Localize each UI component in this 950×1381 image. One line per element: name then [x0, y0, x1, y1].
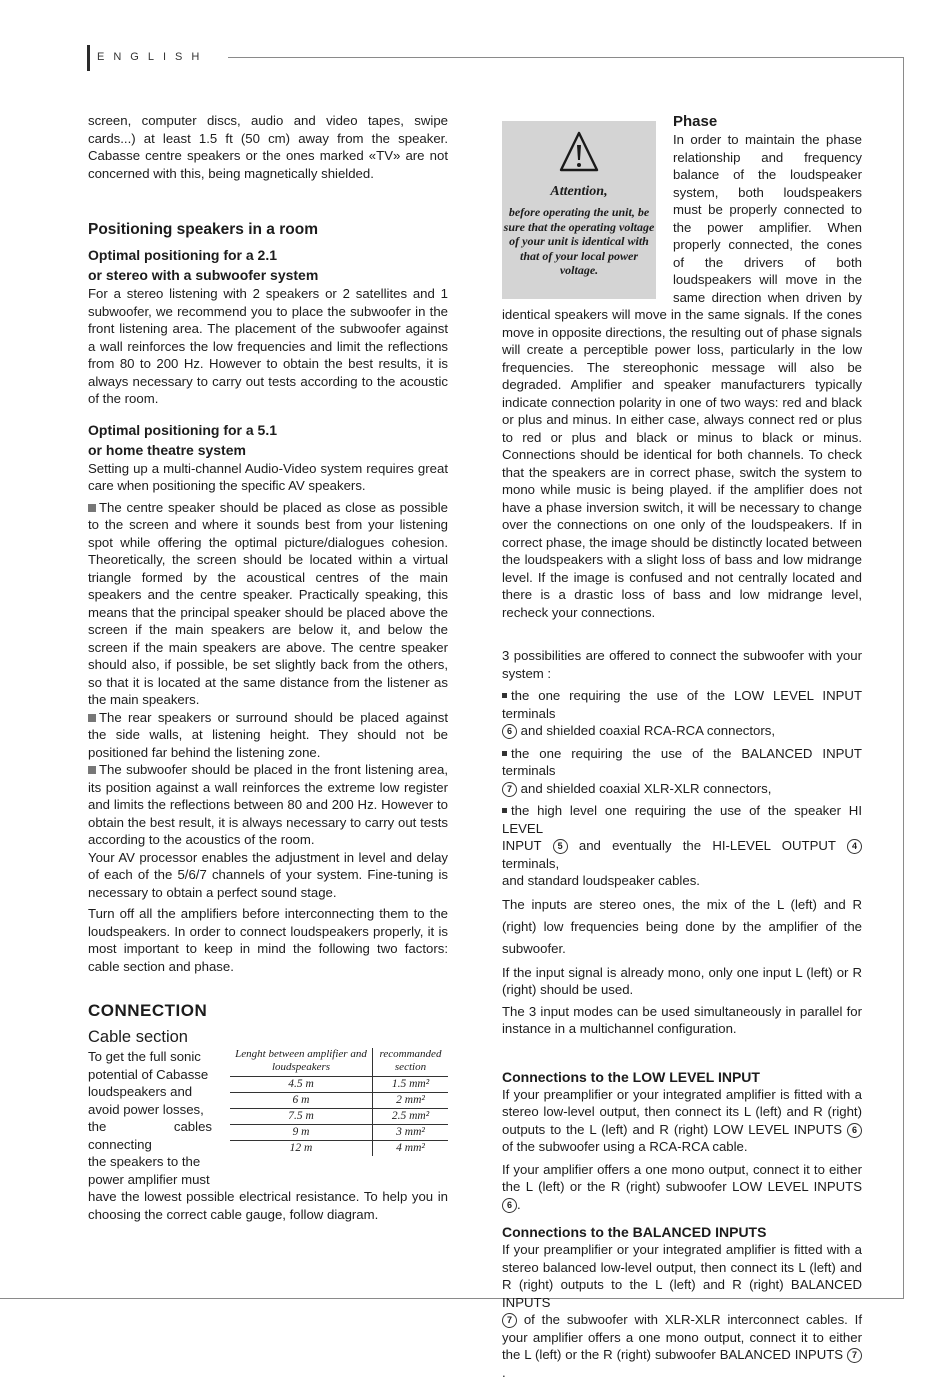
bullet-subwoofer	[88, 761, 448, 849]
phase-title: Phase	[673, 113, 718, 130]
stereo-inputs-paragraph: The inputs are stereo ones, the mix of the L (left) and R (right) low frequencies being done by the amplifier of the subwoofer.	[502, 896, 862, 956]
cable-line: the cables connecting	[88, 1119, 212, 1152]
warning-triangle-icon	[558, 130, 600, 174]
right-column	[502, 112, 862, 1381]
bullet-square-icon	[88, 504, 96, 512]
bullet-rear	[88, 709, 448, 762]
low-level-title: Connections to the LOW LEVEL INPUT	[502, 1068, 760, 1085]
bullet-rear-text: The rear speakers or surround should be placed against the side walls, at listening height. They should not be positioned far behind the listening zone.	[88, 709, 448, 760]
cable-line: To get the full sonic	[88, 1049, 201, 1064]
sub51-title-line2: or home theatre system	[88, 441, 246, 458]
terminal-marker-6-icon: 6	[847, 1123, 862, 1138]
balanced-paragraph: If your preamplifier or your integrated amplifier is fitted with a stereo balanced low-level output, then connect its L (left) and R (right) outputs to the L (left) and R (right) BALANCED INPUTS 7 of the subwoofer with XLR-XLR interconnect cables. If your amplifier offers a one mono output, connect it to either the L (left) or the R (right) subwoofer BALANCED INPUTS 7.	[502, 1242, 862, 1380]
table-cell-length: 7.5 m	[230, 1109, 373, 1125]
bullet-square-icon	[88, 766, 96, 774]
table-cell-section: 3 mm²	[373, 1125, 449, 1141]
balanced-text: If your preamplifier or your integrated amplifier is fitted with a stereo balanced low-level output, then connect its L (left) and R (right) outputs to the L (left) and R (right) BALANCED INPUTS	[502, 1242, 862, 1310]
cable-line: loudspeakers and	[88, 1084, 193, 1099]
table-cell-length: 9 m	[230, 1125, 373, 1141]
intro-paragraph: screen, computer discs, audio and video tapes, swipe cards...) at least 1.5 ft (50 cm) away from the speaker. Cabasse centre speakers or the ones marked «TV» are not concerned with this, being magnetically shielded.	[88, 113, 448, 181]
balanced-text-end: of the subwoofer with XLR-XLR interconnect cables. If your amplifier offers a one mono output, connect it to either the L (left) or the R (right) subwoofer BALANCED INPUTS	[502, 1312, 862, 1362]
terminal-marker-7-icon: 7	[502, 1313, 517, 1328]
option-balanced	[502, 745, 862, 798]
sub21-paragraph: For a stereo listening with 2 speakers or 2 satellites and 1 subwoofer, we recommend you to place the subwoofer in the front listening area. The placement of the subwoofer against a wall reinforces the low frequencies and limit the reflections from 80 to 200 Hz. However to obtain the best results, it is always necessary to carry out tests according to the acoustic of the room.	[88, 286, 448, 406]
attention-text: before operating the unit, be sure that the operating voltage of your unit is identical with that of your local power voltage.	[503, 205, 655, 277]
cable-line: avoid power losses,	[88, 1101, 204, 1117]
phase-paragraph: In order to maintain the phase relationship and frequency balance of the loudspeaker system, both loudspeakers must be properly connected to the power amplifier. When properly connected, the cones of the drivers of both loudspeakers will move in the same direction when driven by identical speakers will move in the same signals. If the cones move in opposite directions, the resulting out of phase signals will create a perceptible power loss, particularly in the low frequencies. The stereophonic message will also be degraded. Amplifier and speaker manufacturers typically indicate connection polarity in one of two ways: red and black or plus and minus. In either case, always connect red or plus to red or plus and black or minus to black or minus. Connections should be identical for both channels. To check that the speakers are in correct phase, switch the system to mono while music is being played. if the amplifier does not have a phase inversion switch, it will be necessary to change over the connections on one only of the loudspeakers. If in correct phase, the image should be distinctly located between the loudspeakers with a slight loss of bass and low midrange level. If the image is confused and not centrally located and there is a drastic loss of bass and low midrange level, recheck your connections.	[502, 132, 862, 620]
header-bar	[87, 45, 90, 71]
table-cell-section: 2 mm²	[373, 1093, 449, 1109]
cable-gauge-table	[230, 1048, 448, 1156]
option-hi-level	[502, 802, 862, 890]
option-hi-cables: and standard loudspeaker cables.	[502, 873, 700, 888]
mono-input-paragraph: If the input signal is already mono, only one input L (left) or R (right) should be used.	[502, 964, 862, 997]
header-rule	[228, 57, 904, 58]
modes-paragraph: The 3 input modes can be used simultaneously in parallel for instance in a multichannel configuration.	[502, 1003, 862, 1036]
sub51-paragraph: Setting up a multi-channel Audio-Video system requires great care when positioning the specific AV speakers.	[88, 460, 448, 493]
table-row	[230, 1077, 448, 1093]
option-low-level	[502, 687, 862, 740]
cable-section-title: Cable section	[88, 1028, 188, 1046]
table-cell-section: 1.5 mm²	[373, 1077, 449, 1093]
option-hi-input: INPUT	[502, 838, 542, 853]
cable-section-block	[88, 1048, 448, 1188]
terminal-marker-4-icon: 4	[847, 839, 862, 854]
bullet-square-icon	[88, 714, 96, 722]
table-cell-length: 6 m	[230, 1093, 373, 1109]
terminal-marker-5-icon: 5	[553, 839, 568, 854]
option-hi-text: the high level one requiring the use of the speaker HI LEVEL	[502, 803, 862, 836]
table-cell-length: 12 m	[230, 1141, 373, 1157]
terminal-marker-7-icon: 7	[502, 782, 517, 797]
balanced-title: Connections to the BALANCED INPUTS	[502, 1224, 767, 1240]
low-level-text: If your preamplifier or your integrated amplifier is fitted with a stereo low-level output, then connect its L (left) and R (right) outputs to the L (left) and R (right) LOW LEVEL INPUTS	[502, 1086, 862, 1137]
option-low-text-2: and shielded coaxial RCA-RCA connectors,	[520, 723, 776, 738]
cable-paragraph-end: have the lowest possible electrical resistance. To help you in choosing the correct cable gauge, follow diagram.	[88, 1189, 448, 1222]
attention-title: Attention,	[550, 183, 608, 199]
low-mono-paragraph: If your amplifier offers a one mono output, connect it to either the L (left) or the R (right) subwoofer LOW LEVEL INPUTS 6 .	[502, 1161, 862, 1212]
table-row	[230, 1109, 448, 1125]
option-low-text: the one requiring the use of the LOW LEVEL INPUT terminals	[502, 688, 862, 721]
cable-line: potential of Cabasse	[88, 1066, 209, 1082]
cable-line: the speakers to the	[88, 1154, 201, 1169]
bullet-centre-text: The centre speaker should be placed as close as possible to the screen and where it sounds best from your listening spot while offering the optimal picture/dialogues cohesion. Theoretically, the screen should be located within a virtual triangle formed by the acoustical centres of the main speakers and the centre speaker. Practically speaking, this means that the principal speaker should be placed above the screen if the main speakers are below it, and below the screen if the main speakers are above. The centre speaker should also, if possible, be set slightly back from the others, so that it is located at the same distance from the listener as the main speakers.	[88, 499, 448, 707]
sub21-title-line2: or stereo with a subwoofer system	[88, 267, 319, 283]
left-column	[88, 112, 448, 1223]
terminal-marker-7-icon: 7	[847, 1348, 862, 1363]
low-level-text-end: of the subwoofer using a RCA-RCA cable.	[502, 1139, 748, 1154]
table-cell-section: 2.5 mm²	[373, 1109, 449, 1125]
table-cell-section: 4 mm²	[396, 1142, 425, 1154]
bullet-icon	[502, 751, 507, 756]
table-row	[230, 1093, 448, 1109]
av-processor-paragraph: Your AV processor enables the adjustment in level and delay of each of the 5/6/7 channels of your system. Fine-tuning is necessary to obtain a perfect sound stage.	[88, 849, 448, 900]
table-cell-length: 4.5 m	[230, 1077, 373, 1093]
table-header-length: Lenght between amplifier and loudspeakers	[230, 1048, 373, 1077]
right-margin-rule	[903, 57, 904, 1299]
option-bal-text-2: and shielded coaxial XLR-XLR connectors,	[520, 780, 772, 796]
cable-intro	[88, 1048, 212, 1188]
sub21-title-line1: Optimal positioning for a 2.1	[88, 247, 278, 263]
sub51-title-line1: Optimal positioning for a 5.1	[88, 421, 278, 438]
table-header-section: recommanded section	[373, 1048, 449, 1077]
bullet-icon	[502, 808, 507, 813]
option-hi-terminals: terminals,	[502, 855, 560, 871]
low-level-paragraph	[502, 1086, 862, 1156]
low-mono-text: If your amplifier offers a one mono output, connect it to either the L (left) or the R (right) subwoofer LOW LEVEL INPUTS	[502, 1161, 862, 1194]
cable-line: power amplifier must	[88, 1171, 210, 1187]
bullet-icon	[502, 693, 507, 698]
possibilities-paragraph: 3 possibilities are offered to connect the subwoofer with your system :	[502, 648, 862, 681]
table-row	[230, 1125, 448, 1141]
turn-off-paragraph: Turn off all the amplifiers before interconnecting them to the loudspeakers. In order to connect loudspeakers properly, it is most important to keep in mind the following two factors: cable section and phase.	[88, 906, 448, 974]
header-language: ENGLISH	[97, 51, 209, 63]
table-row	[230, 1141, 448, 1157]
positioning-title: Positioning speakers in a room	[88, 221, 318, 238]
attention-box	[502, 121, 656, 299]
option-bal-text: the one requiring the use of the BALANCED INPUT terminals	[502, 745, 862, 778]
option-hi-output: and eventually the HI-LEVEL OUTPUT	[578, 838, 836, 853]
connection-title: CONNECTION	[88, 1001, 208, 1020]
terminal-marker-6-icon: 6	[502, 724, 517, 739]
bullet-centre	[88, 499, 448, 709]
terminal-marker-6-icon: 6	[502, 1198, 517, 1213]
bullet-sub-text: The subwoofer should be placed in the front listening area, its position against a wall reinforces the extreme low register and limits the reflections between 80 and 200 Hz. However to obtain the best result, it is always necessary to carry out tests according to the acoustics of the room.	[88, 762, 448, 847]
